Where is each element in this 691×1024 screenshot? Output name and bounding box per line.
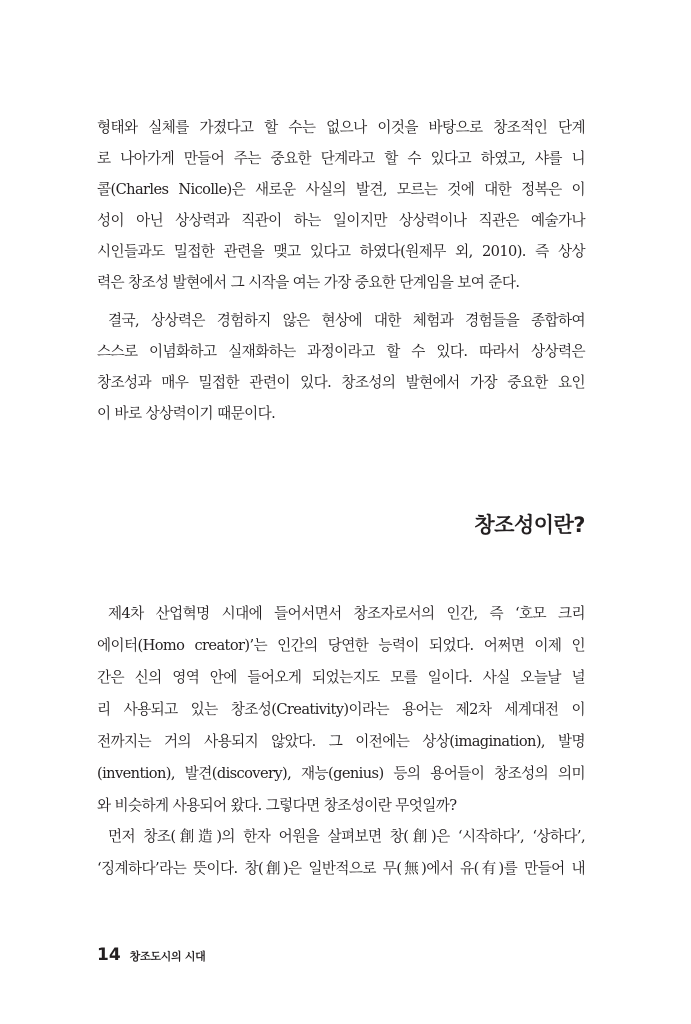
text-line: 간은 신의 영역 안에 들어오게 되었는지도 모를 일이다. 사실 오늘날 널: [97, 669, 585, 686]
text-line: 콜(Charles Nicolle)은 새로운 사실의 발견, 모르는 것에 대한 정복은 이: [97, 181, 585, 198]
section-heading: 창조성이란?: [474, 513, 585, 537]
text-line: 결국, 상상력은 경험하지 않은 현상에 대한 체험과 경험들을 종합하여: [108, 312, 585, 329]
text-line: 와 비슷하게 사용되어 왔다. 그렇다면 창조성이란 무엇일까?: [97, 797, 457, 814]
text-line: 먼저 창조(創造)의 한자 어원을 살펴보면 창(創)은 ‘시작하다’, ‘상하다’,: [108, 828, 585, 845]
page-number: 14: [97, 945, 121, 965]
running-title: 창조도시의 시대: [129, 950, 206, 963]
text-line: 로 나아가게 만들어 주는 중요한 단계라고 할 수 있다고 하였고, 샤를 니: [97, 150, 585, 167]
text-line: 력은 창조성 발현에서 그 시작을 여는 가장 중요한 단계임을 보여 준다.: [97, 274, 520, 291]
text-line: 스스로 이념화하고 실재화하는 과정이라고 할 수 있다. 따라서 상상력은: [97, 343, 585, 360]
text-line: 형태와 실체를 가졌다고 할 수는 없으나 이것을 바탕으로 창조적인 단계: [97, 119, 585, 136]
text-line: 이 바로 상상력이기 때문이다.: [97, 405, 276, 422]
page-footer: [97, 945, 205, 965]
text-line: 에이터(Homo creator)’는 인간의 당연한 능력이 되었다. 어쩌면 이제 인: [97, 637, 585, 654]
text-line: 시인들과도 밀접한 관련을 맺고 있다고 하였다(원제무 외, 2010). 즉 상상: [97, 243, 585, 260]
text-line: 리 사용되고 있는 창조성(Creativity)이라는 용어는 제2차 세계대전 이: [97, 701, 585, 718]
text-line: ‘징계하다’라는 뜻이다. 창(創)은 일반적으로 무(無)에서 유(有)를 만들어 내: [97, 860, 585, 877]
text-line: 전까지는 거의 사용되지 않았다. 그 이전에는 상상(imagination), 발명: [97, 733, 585, 750]
text-line: 제4차 산업혁명 시대에 들어서면서 창조자로서의 인간, 즉 ‘호모 크리: [108, 605, 585, 622]
text-line: (invention), 발견(discovery), 재능(genius) 등의 용어들이 창조성의 의미: [97, 765, 585, 782]
text-line: 성이 아닌 상상력과 직관이 하는 일이지만 상상력이나 직관은 예술가나: [97, 212, 585, 229]
text-line: 창조성과 매우 밀접한 관련이 있다. 창조성의 발현에서 가장 중요한 요인: [97, 374, 585, 391]
